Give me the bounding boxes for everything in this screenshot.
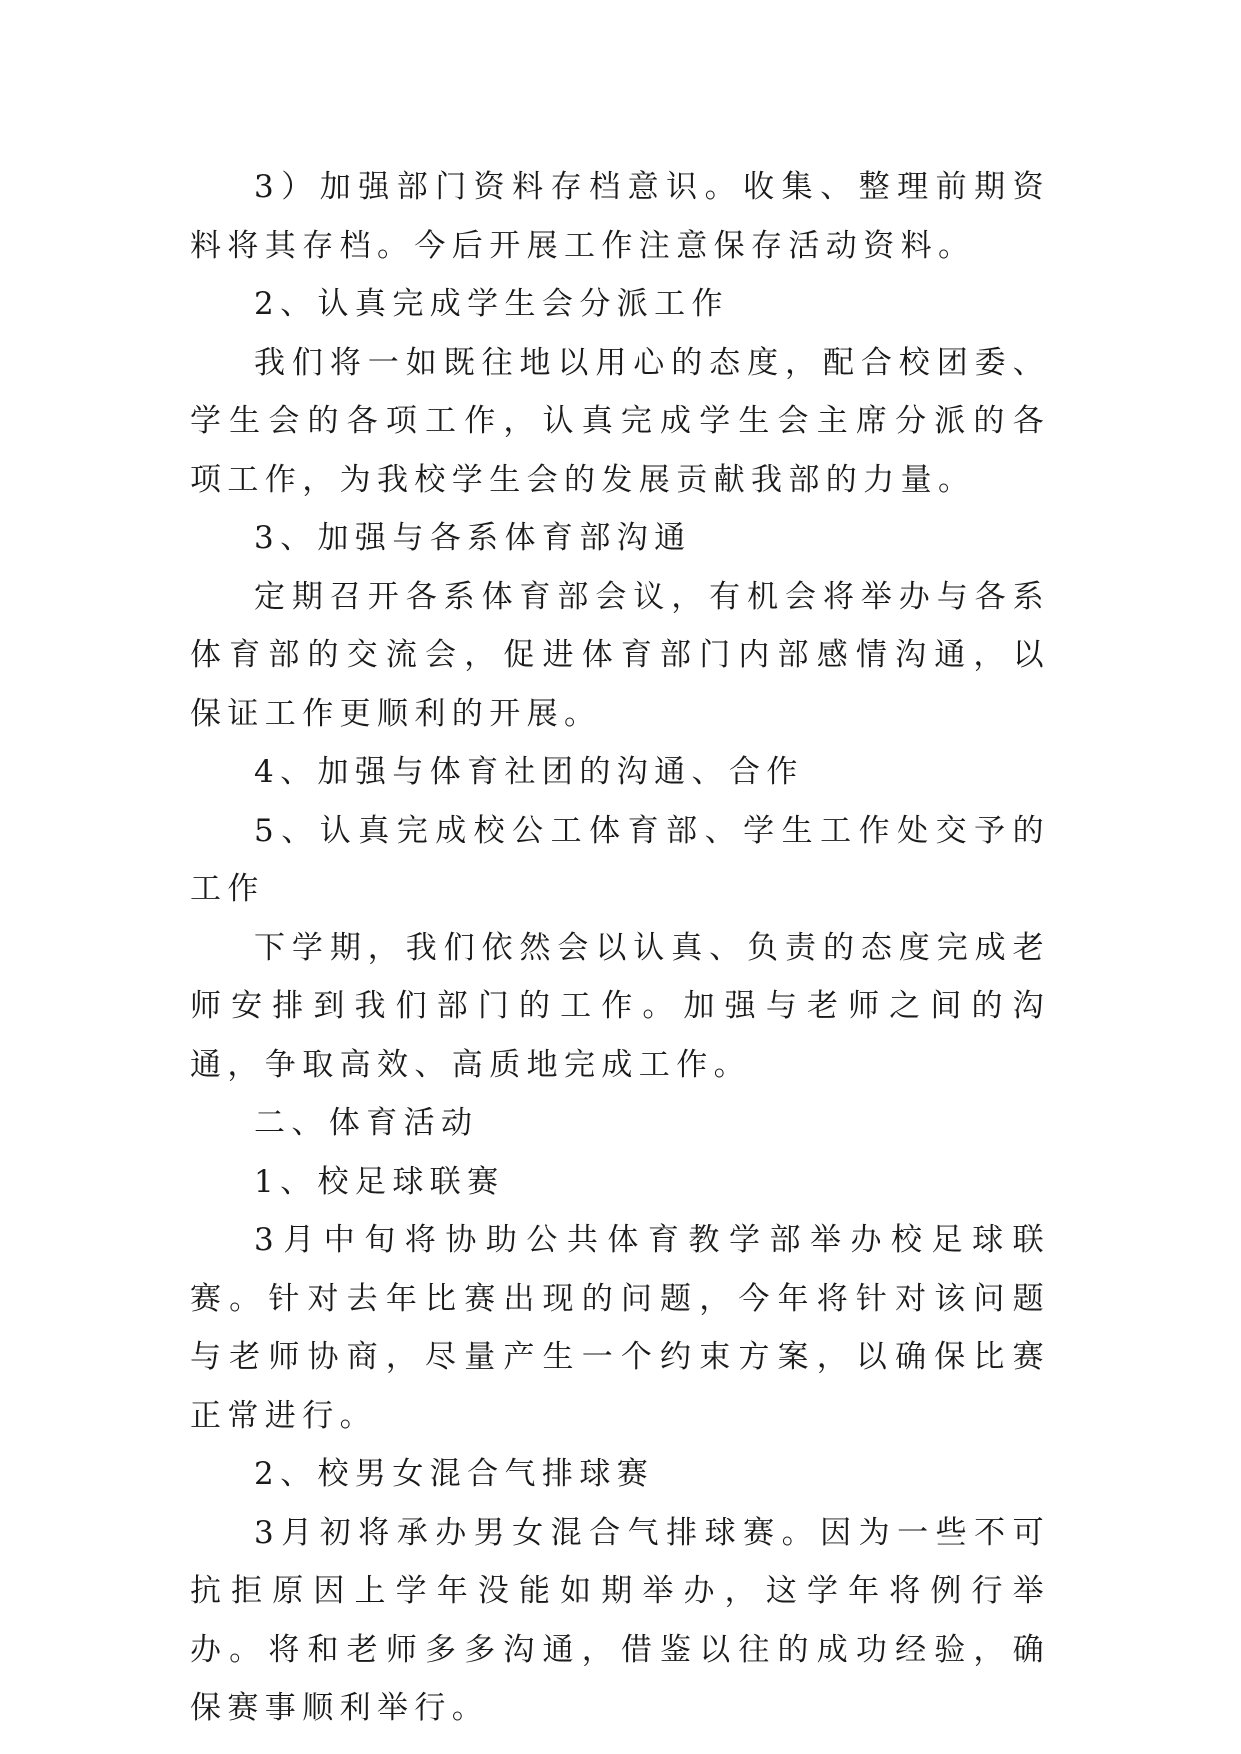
paragraph-student-union-tasks: 我们将一如既往地以用心的态度，配合校团委、学生会的各项工作，认真完成学生会主席分派的各项工作，为我校学生会的发展贡献我部的力量。 (190, 344, 1050, 498)
document-page (190, 158, 1050, 1738)
paragraph-archive-awareness: 3）加强部门资料存档意识。收集、整理前期资料将其存档。今后开展工作注意保存活动资料。 (190, 169, 1050, 264)
heading-volleyball-match: 2、校男女混合气排球赛 (254, 1456, 655, 1492)
paragraph-department-communication: 定期召开各系体育部会议，有机会将举办与各系体育部的交流会，促进体育部门内部感情沟通，以保证工作更顺利的开展。 (190, 578, 1050, 732)
heading-department-communication: 3、加强与各系体育部沟通 (254, 520, 692, 556)
paragraph-football-league: 3月中旬将协助公共体育教学部举办校足球联赛。针对去年比赛出现的问题，今年将针对该问题与老师协商，尽量产生一个约束方案，以确保比赛正常进行。 (190, 1222, 1050, 1434)
section-heading-sports-activities: 二、体育活动 (254, 1105, 479, 1141)
heading-assigned-work: 5、认真完成校公工体育部、学生工作处交予的工作 (190, 812, 1050, 907)
heading-student-union-tasks: 2、认真完成学生会分派工作 (254, 286, 729, 322)
paragraph-assigned-work: 下学期，我们依然会以认真、负责的态度完成老师安排到我们部门的工作。加强与老师之间的沟通，争取高效、高质地完成工作。 (190, 929, 1050, 1083)
heading-sports-clubs: 4、加强与体育社团的沟通、合作 (254, 754, 804, 790)
paragraph-volleyball-match: 3月初将承办男女混合气排球赛。因为一些不可抗拒原因上学年没能如期举办，这学年将例行举办。将和老师多多沟通，借鉴以往的成功经验，确保赛事顺利举行。 (190, 1514, 1050, 1726)
heading-football-league: 1、校足球联赛 (254, 1163, 505, 1200)
